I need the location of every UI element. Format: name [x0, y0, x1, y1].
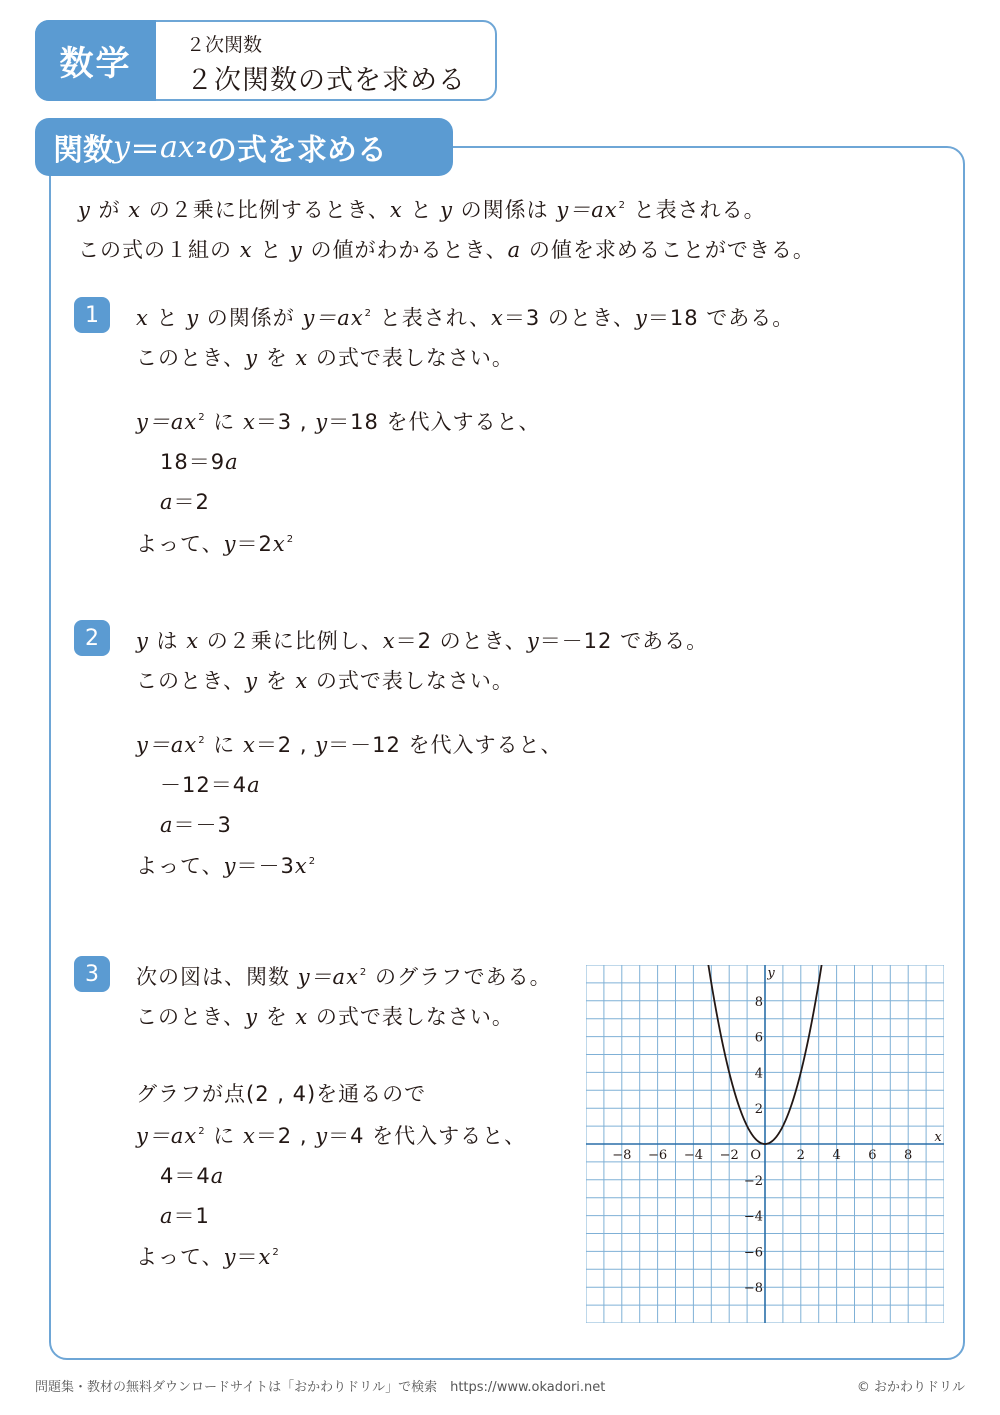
y-axis-label: y: [767, 966, 775, 981]
x-tick-label: 2: [796, 1148, 805, 1163]
graph-tick-labels: [612, 966, 942, 1296]
x-axis-label: x: [934, 1130, 942, 1145]
lesson-title: ２次関数の式を求める: [186, 65, 466, 96]
x-tick-label: 4: [832, 1148, 841, 1163]
parabola-graph: [586, 965, 944, 1323]
problem-2-answer: よって、$y=-3x^2$: [136, 854, 317, 878]
footer-site-note: 問題集・教材の無料ダウンロードサイトは「おかわりドリル」で検索 https://www.okadori.net: [35, 1380, 606, 1395]
problem-2-solution-line-1: $y=ax^2$ に x＝2 , y＝－12 を代入すると、: [136, 733, 563, 757]
y-tick-label: −2: [743, 1173, 763, 1189]
problem-3-question-line-1: 次の図は、関数 $y=ax^2$ のグラフである。: [136, 965, 552, 989]
problem-3-number: 3: [74, 956, 110, 992]
problem-1-solution-line-1: $y=ax^2$ に x＝3 , y＝18 を代入すると、: [136, 410, 541, 434]
problem-1-question-line-2: このとき、y を x の式で表しなさい。: [136, 346, 514, 370]
problem-2-solution-line-3: a＝－3: [160, 813, 232, 837]
problem-3-answer: よって、$y=x^2$: [136, 1245, 280, 1269]
problem-3-solution-line-3: a＝1: [160, 1204, 210, 1228]
problem-2-question-line-2: このとき、y を x の式で表しなさい。: [136, 669, 514, 693]
x-tick-label: −4: [683, 1148, 703, 1163]
y-tick-label: −6: [743, 1245, 763, 1261]
intro-line-2: この式の１組の x と y の値がわかるとき、a の値を求めることができる。: [78, 238, 815, 262]
problem-2-question-line-1: y は x の２乗に比例し、x＝2 のとき、y＝－12 である。: [136, 629, 709, 653]
problem-1-solution-line-3: a＝2: [160, 490, 210, 514]
y-tick-label: −4: [743, 1209, 763, 1225]
subject-badge: 数学: [35, 20, 156, 101]
x-tick-label: −2: [719, 1148, 739, 1163]
problem-1-number: 1: [74, 297, 110, 333]
x-tick-label: −6: [648, 1148, 668, 1163]
problem-2-solution-line-2: －12＝4a: [160, 773, 261, 797]
origin-label: O: [750, 1148, 761, 1163]
section-title: 関数 y ＝ ax 2 の式を求める: [35, 118, 453, 176]
y-tick-label: 2: [754, 1102, 763, 1118]
problem-3-question-line-2: このとき、y を x の式で表しなさい。: [136, 1005, 514, 1029]
y-tick-label: 6: [754, 1030, 763, 1046]
y-tick-label: 8: [754, 994, 763, 1010]
x-tick-label: 8: [904, 1148, 913, 1163]
y-tick-label: 4: [754, 1066, 763, 1082]
problem-1-answer: よって、$y=2x^2$: [136, 532, 295, 556]
x-tick-label: −8: [612, 1148, 632, 1163]
y-tick-label: −8: [743, 1281, 763, 1297]
problem-1-question-line-1: x と y の関係が $y=ax^2$ と表され、x＝3 のとき、y＝18 である。: [136, 306, 795, 330]
problem-3-solution-line-0: グラフが点(2 , 4)を通るので: [136, 1082, 427, 1106]
problem-1-solution-line-2: 18＝9a: [160, 450, 239, 474]
problem-2-number: 2: [74, 620, 110, 656]
intro-line-1: y が x の２乗に比例するとき、x と y の関係は $y=ax^2$ と表される。: [78, 198, 766, 222]
x-tick-label: 6: [868, 1148, 877, 1163]
unit-title: ２次関数: [186, 34, 263, 56]
problem-3-solution-line-2: 4＝4a: [160, 1164, 225, 1188]
footer-copyright: © おかわりドリル: [856, 1380, 965, 1395]
problem-3-solution-line-1: $y=ax^2$ に x＝2 , y＝4 を代入すると、: [136, 1124, 527, 1148]
